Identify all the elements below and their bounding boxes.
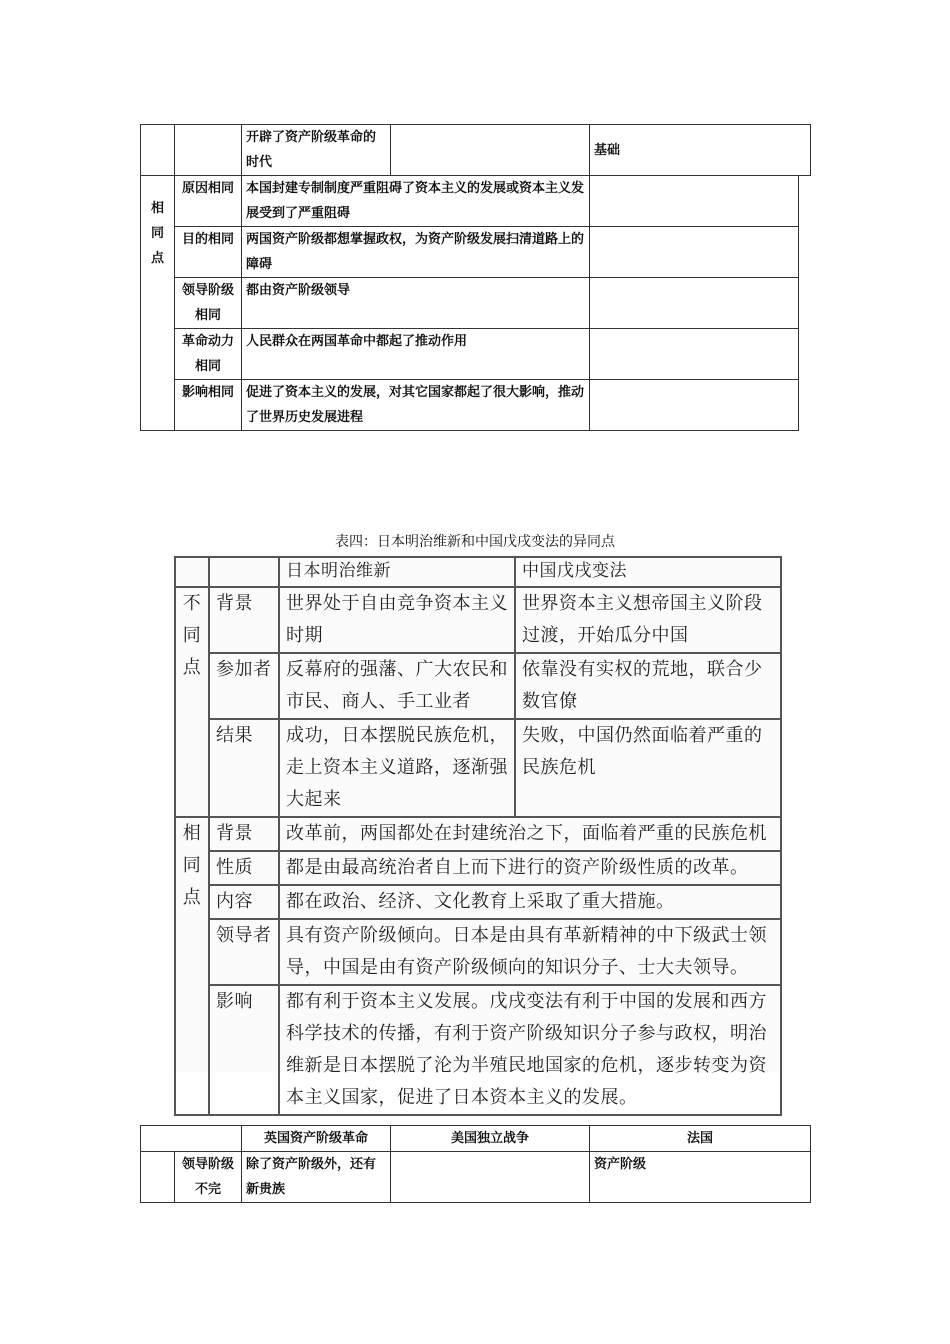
table-caption: 表四：日本明治维新和中国戊戌变法的异同点 [335, 534, 615, 550]
table-cell: 开辟了资产阶级革命的时代 [242, 125, 391, 176]
table-row [175, 919, 781, 985]
table-row [175, 653, 781, 719]
table-cell: 两国资产阶级都想掌握政权，为资产阶级发展扫清道路上的障碍 [242, 227, 590, 278]
row-label: 领导阶级相同 [175, 278, 242, 329]
table-cell: 成功，日本摆脱民族危机，走上资本主义道路，逐渐强大起来 [279, 719, 515, 817]
similarities-table [140, 175, 799, 431]
table-row [141, 329, 799, 380]
header-fr: 法国 [590, 1126, 811, 1152]
header-uk: 英国资产阶级革命 [242, 1126, 391, 1152]
japan-china-table [174, 556, 782, 1116]
table-cell: 本国封建专制制度严重阻碍了资本主义的发展或资本主义发展受到了严重阻碍 [242, 176, 590, 227]
table-row [175, 557, 781, 587]
vertical-label: 不 同 点 [182, 593, 202, 678]
row-label: 内容 [209, 885, 279, 919]
group-label-same [175, 817, 209, 1115]
table-cell [590, 227, 799, 278]
table-cell: 促进了资本主义的发展，对其它国家都起了很大影响，推动了世界历史发展进程 [242, 380, 590, 431]
table-cell: 基础 [590, 125, 811, 176]
vertical-label: 相 同 点 [150, 201, 164, 266]
vertical-label: 相 同 点 [182, 823, 202, 908]
table-cell: 都由资产阶级领导 [242, 278, 590, 329]
table-row [141, 278, 799, 329]
header-us: 美国独立战争 [391, 1126, 590, 1152]
table-row [175, 719, 781, 817]
table-row [141, 1152, 811, 1203]
table-cell [590, 329, 799, 380]
group-label-diff [175, 587, 209, 817]
comparison-table-bottom [140, 1125, 811, 1203]
header-japan: 日本明治维新 [279, 557, 515, 587]
row-label: 性质 [209, 851, 279, 885]
row-label: 背景 [209, 587, 279, 653]
header-china: 中国戊戌变法 [515, 557, 781, 587]
table-cell: 具有资产阶级倾向。日本是由具有革新精神的中下级武士领导，中国是由有资产阶级倾向的知识分子、士大夫领导。 [279, 919, 781, 985]
table-cell [175, 125, 242, 176]
table-cell: 除了资产阶级外，还有新贵族 [242, 1152, 391, 1203]
table-row [175, 885, 781, 919]
table-cell: 世界资本主义想帝国主义阶段过渡，开始瓜分中国 [515, 587, 781, 653]
table-row [175, 985, 781, 1115]
table-cell [141, 1152, 175, 1203]
row-label: 原因相同 [175, 176, 242, 227]
row-label: 领导者 [209, 919, 279, 985]
table-cell: 改革前，两国都处在封建统治之下，面临着严重的民族危机 [279, 817, 781, 851]
row-label: 背景 [209, 817, 279, 851]
table-cell: 都在政治、经济、文化教育上采取了重大措施。 [279, 885, 781, 919]
table-cell [391, 125, 590, 176]
row-label: 革命动力相同 [175, 329, 242, 380]
group-label-same [141, 176, 175, 431]
table-cell: 反幕府的强藩、广大农民和市民、商人、手工业者 [279, 653, 515, 719]
table-row [175, 851, 781, 885]
row-label: 领导阶级不完 [175, 1152, 242, 1203]
table-row [141, 176, 799, 227]
table-cell: 世界处于自由竞争资本主义时期 [279, 587, 515, 653]
table-cell [391, 1152, 590, 1203]
row-label: 目的相同 [175, 227, 242, 278]
table-cell [141, 125, 175, 176]
table-cell [590, 176, 799, 227]
table-cell [175, 557, 209, 587]
table-cell [590, 278, 799, 329]
table-cell: 失败，中国仍然面临着严重的民族危机 [515, 719, 781, 817]
table-row [141, 380, 799, 431]
row-label: 结果 [209, 719, 279, 817]
row-label: 影响相同 [175, 380, 242, 431]
table-cell: 依靠没有实权的荒地，联合少数官僚 [515, 653, 781, 719]
table-cell: 都有利于资本主义发展。戊戌变法有利于中国的发展和西方科学技术的传播，有利于资产阶级知识分子参与政权，明治维新是日本摆脱了沦为半殖民地国家的危机，逐步转变为资本主义国家，促进了日本资本主义的发展。 [279, 985, 781, 1115]
table-cell: 人民群众在两国革命中都起了推动作用 [242, 329, 590, 380]
table-row [141, 1126, 811, 1152]
table-cell: 都是由最高统治者自上而下进行的资产阶级性质的改革。 [279, 851, 781, 885]
table-row [175, 587, 781, 653]
table-four-image [172, 554, 782, 1108]
table-cell [141, 1126, 242, 1152]
table-cell [209, 557, 279, 587]
table-cell: 资产阶级 [590, 1152, 811, 1203]
table-cell [590, 380, 799, 431]
table-row [141, 125, 811, 176]
comparison-table-top [140, 124, 811, 176]
row-label: 参加者 [209, 653, 279, 719]
table-row [141, 227, 799, 278]
table-row [175, 817, 781, 851]
row-label: 影响 [209, 985, 279, 1115]
